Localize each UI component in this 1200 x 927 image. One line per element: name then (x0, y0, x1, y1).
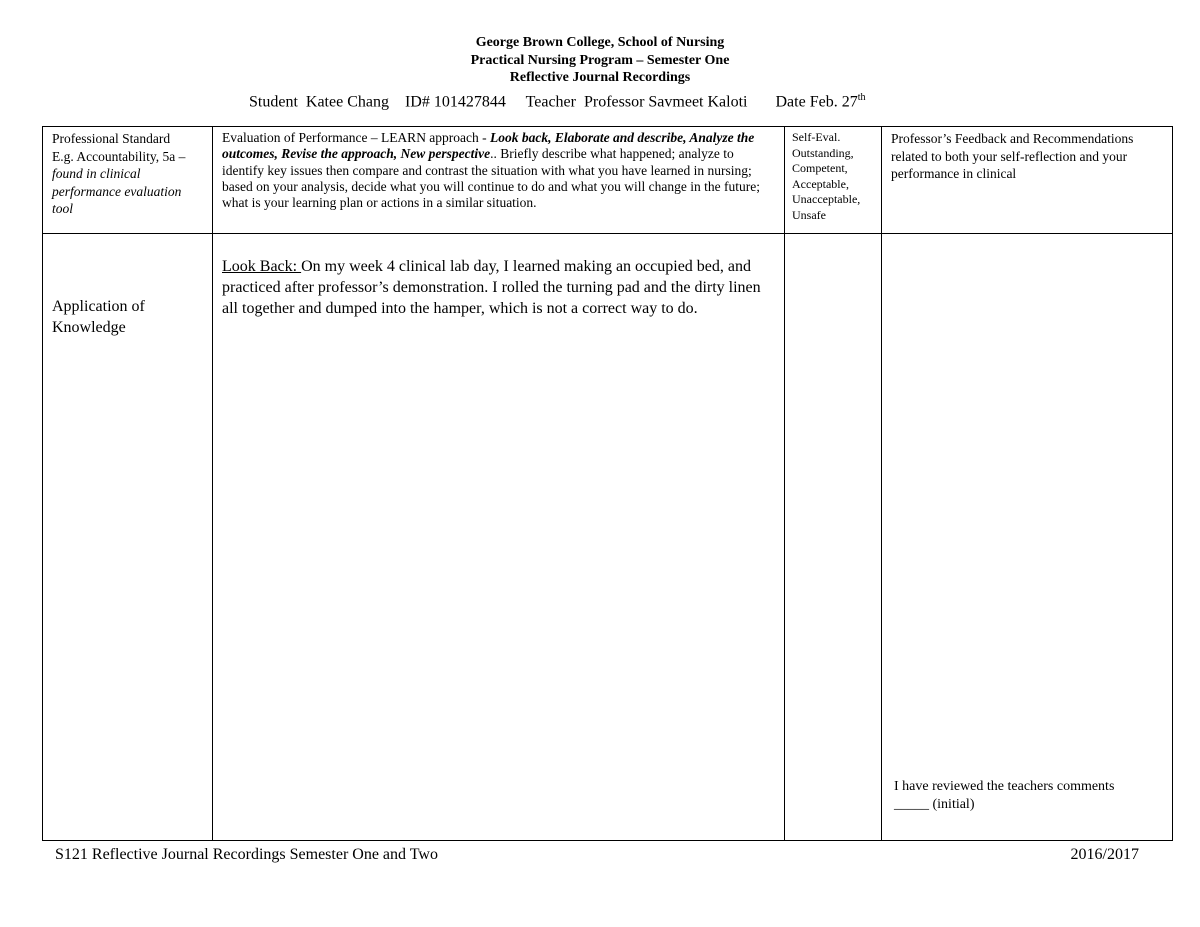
footer-year: 2016/2017 (1070, 846, 1139, 863)
standard-header-italic: found in clinical performance evaluation tool (52, 166, 182, 216)
standard-cell (43, 234, 213, 841)
teacher-name: Professor Savmeet Kaloti (583, 93, 748, 111)
evaluation-header-instructions: .. Briefly describe what happened; analyze to identify key issues then compare and contrast the situation with what you have learned in nursing; based on your analysis, decide what you will continue to do and what you will change in the future; what is your learning plan or actions in a similar situation. (222, 146, 760, 211)
student-info-line (249, 88, 865, 112)
review-line1: I have reviewed the teachers comments (894, 779, 1115, 794)
journal-entry-row (43, 234, 1173, 841)
date-suffix: th (857, 92, 866, 103)
evaluation-header-prefix: Evaluation of Performance – LEARN approach - (222, 130, 491, 145)
teacher-label: Teacher (525, 93, 576, 111)
standard-line1: Application of (52, 298, 145, 315)
self-eval-line6: Unsafe (792, 207, 826, 222)
footer-course-title: S121 Reflective Journal Recordings Semester One and Two (55, 846, 438, 863)
standard-header-line1: Professional Standard (52, 131, 171, 146)
journal-title: Reflective Journal Recordings (509, 70, 691, 85)
journal-table (42, 126, 1173, 841)
college-title: George Brown College, School of Nursing (475, 35, 725, 50)
student-name: Katee Chang (305, 93, 389, 111)
program-title: Practical Nursing Program – Semester One (470, 52, 730, 68)
standard-header-line2: E.g. Accountability, 5a – (52, 148, 186, 164)
date-value: Feb. 27 (809, 93, 858, 111)
self-eval-line3: Competent, (792, 161, 848, 175)
self-eval-line1: Self-Eval. (792, 130, 841, 144)
evaluation-cell[interactable] (213, 234, 785, 841)
look-back-label: Look Back: (222, 258, 302, 275)
review-acknowledgement (894, 778, 1114, 814)
self-eval-line5: Unacceptable, (792, 192, 861, 206)
review-initial-line: _____ (initial) (894, 797, 975, 812)
table-header-row (43, 127, 1173, 234)
student-label: Student (249, 93, 298, 111)
self-eval-line4: Acceptable, (792, 176, 849, 191)
standard-line2: Knowledge (52, 319, 126, 336)
learn-approach-steps: Look back, Elaborate and describe, Analyze the outcomes, Revise the approach, New perspective (222, 130, 755, 162)
self-eval-header (785, 127, 882, 234)
id-label: ID# (404, 93, 430, 111)
feedback-cell[interactable] (882, 234, 1173, 841)
date-label: Date (775, 93, 806, 111)
self-eval-cell[interactable] (785, 234, 882, 841)
look-back-text: On my week 4 clinical lab day, I learned making an occupied bed, and practiced after professor’s demonstration. I rolled the turning pad and the dirty linen all together and dumped into the hamper, which is not a correct way to do. (222, 258, 761, 317)
self-eval-line2: Outstanding, (792, 145, 854, 160)
evaluation-header (213, 127, 785, 234)
id-value: 101427844 (433, 93, 506, 111)
document-header (0, 34, 1200, 87)
standard-header (43, 127, 213, 234)
feedback-header: Professor’s Feedback and Recommendations related to both your self-reflection and your performance in clinical (882, 127, 1173, 234)
